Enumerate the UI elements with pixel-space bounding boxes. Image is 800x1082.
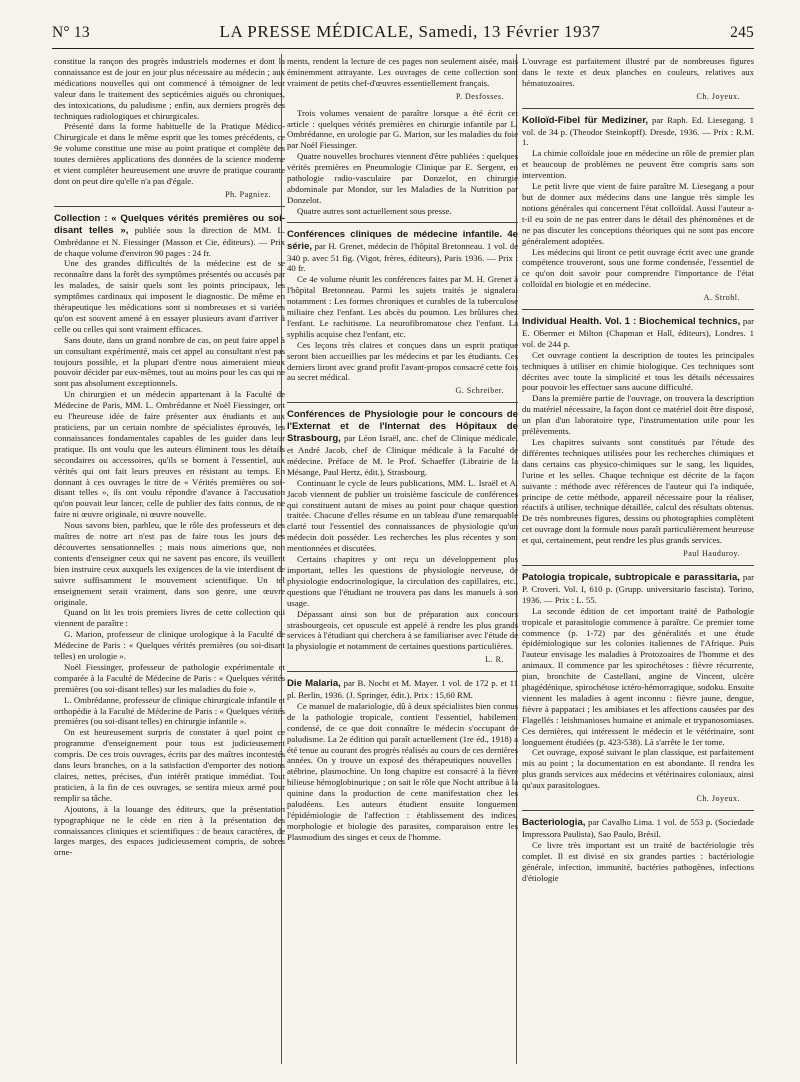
section-rule [287,671,518,672]
section-rule [54,206,285,207]
book-info: par E. Obermer et Milton (Chapman et Hall, éditeurs), Londres. 1 vol. de 244 p. [522,316,754,349]
paragraph: Quatre autres sont actuellement sous presse. [297,205,452,216]
book-title: Individual Health. Vol. 1 : Biochemical technics, [522,316,741,328]
section-rule [522,108,754,109]
paragraph: Les médecins qui liront ce petit ouvrage écrit avec une grande compétence trouveront, sous une forme condensée, l'essentiel de ce qu'on doit savoir pour comprendre l'importance de l'état colloïdal en biologie et en médecine. [522,246,754,290]
paragraph: Dépassant ainsi son but de préparation aux concours strasbourgeois, cet opuscule est appelé à rendre les plus grands services à l'étudiant qui cherchera à se familiariser avec l'étude de la physiologie et notamment de certaines questions particulières. [287,608,518,652]
author-signature: P. Desfosses. [455,91,504,101]
book-title: Patologia tropicale, subtropicale e parassitaria, [522,571,740,583]
book-title: Kolloïd-Fibel für Mediziner, [522,114,649,126]
paragraph: Trois volumes venaient de paraître lorsque a été écrit cet article : quelques vérités premières en chirurgie infantile par L. Ombrédanne, en urologie par G. Marion, sur les maladies du foie par Noël Fiessinger. [287,107,518,151]
author-signature: Ph. Pagniez. [225,189,271,199]
column-2 [287,56,518,843]
paragraph: G. Marion, professeur de clinique urologique à la Faculté de Médecine de Paris : « Quelques vérités premières (ou soi-disant telles) en urologie ». [54,629,285,662]
paragraph: Ce 4e volume réunit les conférences faites par M. H. Grenet à l'hôpital Bretonneau. Parmi les sujets traités je signalerai notamment : Les formes chroniques et curables de la tuberculose miliaire chez l'enfant. Les abcès du poumon. Les brûlures chez l'enfant. Le rachitisme. La neurofibromatose chez l'enfant. La syphilis acquise chez l'enfant, etc. [287,274,518,339]
page-number: 245 [730,24,754,41]
book-review-heading [522,115,754,149]
paragraph: Sans doute, dans un grand nombre de cas, on peut faire appel à un consultant expérimenté, mais cet appel au consultant n'est pas toujours possible, et la plupart d'entre nous aimeraient mieux pouvoir décider par eux-mêmes, tout au moins pour les cas qui ne sont pas absolument exceptionnels. [54,334,285,389]
section-rule [522,309,754,310]
paragraph: La seconde édition de cet important traité de Pathologie tropicale et parasitologie commence à paraître. Ce premier tome commence (p. 1-72) par des généralités et une étude épidémiologique sur les colonies italiennes de l'Afrique. Puis l'auteur envisage les maladies à Protozoaires de l'homme et des animaux. Il commence par les spirochétoses : fièvre récurrente, pian, bronchite de Castellani, angine de Vincent, ulcère phagédénique, spirochétose ictéro-hémorragique, sodoku. Ensuite viennent les maladies à agent inconnu : fièvre jaune, dengue, fièvre à pappataci ; les amibiases et les affections causées par des Flagellés : leishmanioses humaine et animale et trypanosomiases. Ces dernières, qui intéressent le médecin et le vétérinaire, sont longuement étudiées (p. 423-538). Là s'arrête le 1er tome. [522,605,754,747]
paragraph: Présenté dans la forme habituelle de la Pratique Médico-Chirurgicale et dans le même esprit que les tomes précédents, ce 9e volume constitue une mise au point pratique et complète des toutes dernières applications des données de la science moderne et vient compléter heureusement une œuvre de pratique courante dont on peut dire qu'elle n'a pas d'égale. [54,121,285,186]
book-info: par B. Nocht et M. Mayer. 1 vol. de 172 p. et 11 pl. Berlin, 1936. (J. Springer, édit.). Prix : 15,60 RM. [287,678,518,701]
paragraph: Le petit livre que vient de faire paraître M. Liesegang a pour but de donner aux médecins dans une langue très simple les notions générales qui concernent l'état colloïdal. Aussi l'auteur a-t-il eu soin de ne pas entrer dans le détail des phénomènes et de ne pas discuter les conceptions théoriques qui ne sont pas encore généralement adoptées. [522,181,754,246]
author-signature: A. Strohl. [703,293,740,303]
paragraph: L'ouvrage est parfaitement illustré par de nombreuses figures dans le texte et deux planches en couleurs, relatives aux hématozoaires. [522,56,754,88]
section-rule [522,810,754,811]
paragraph: Continuant le cycle de leurs publications, MM. L. Israël et A. Jacob viennent de publier un troisième fascicule de conférences qui constituent autant de mises au point pour chaque question traitée. Chacune d'elles résume en un tableau d'une remarquable clarté tout l'essentiel des connaissances de physiologie qu'un médecin doit posséder. Les recherches les plus récentes y sont mentionnées et discutées. [287,477,518,554]
paragraph: Quand on lit les trois premiers livres de cette collection qui viennent de paraître : [54,607,285,629]
book-title: Bacteriologia, [522,817,586,828]
paragraph: ments, rendent la lecture de ces pages non seulement aisée, mais éminemment attrayante. Les ouvrages de cette collection sont vraiment de petits chef-d'œuvres essentiellement français. [287,56,518,88]
book-review-heading [287,409,518,477]
book-title: Die Malaria, [287,678,341,690]
paragraph: Cet ouvrage, exposé suivant le plan classique, est parfaitement mis au point ; la documentation en est abondante. Il rendra les plus grands services aux médecins et vétérinaires coloniaux, ainsi qu'aux parasitologues. [522,747,754,791]
paragraph: Certains chapitres y ont reçu un développement plus important, telles les questions de physiologie nerveuse, de physiologie endocrinologique, la circulation des capillaires, etc., questions que l'étudiant ne trouvera pas dans les manuels à son usage. [287,554,518,608]
masthead-title: LA PRESSE MÉDICALE, Samedi, 13 Février 1937 [219,22,601,41]
book-info: par Raph. Ed. Liesegang. 1 vol. de 34 p. (Theodor Steinkopff). Dresde, 1936. — Prix : R.M. 1. [522,114,754,148]
paragraph: On est heureusement surpris de constater à quel point ce programme d'enseignement pour tous est judicieusement compris. De ces trois ouvrages, écrits par des maîtres incontestés dans leurs branches, on a la satisfaction d'emporter des notions claires, nettes, précises, d'un intérêt pratique immédiat. Tout praticien, à la fin de ces ouvrages, se sentira mieux armé pour remplir sa tâche. [54,727,285,803]
paragraph: La chimie colloïdale joue en médecine un rôle de premier plan et beaucoup de problèmes ne peuvent être compris sans son intervention. [522,148,754,181]
book-info: par Cavalho Lima. 1 vol. de 553 p. (Sociedade Impressora Paulista), Sao Paulo, Brésil. [522,817,755,839]
paragraph: Cet ouvrage contient la description de toutes les principales techniques à utiliser en chimie biologique. Ces techniques sont décrites avec toute la simplicité et tous les détails nécessaires pour pouvoir les effectuer sans aucune difficulté. [522,349,754,393]
paragraph: Les chapitres suivants sont constitués par l'étude des différentes techniques utilisées pour les recherches chimiques et dans certains cas physico-chimiques sur le sang, les liquides, l'urine et les selles. Chaque technique est décrite de la façon suivante : méthode avec références de l'auteur qui l'a indiquée, principe de cette méthode, appareil nécessaire pour la réaliser, réactifs à utiliser, technique détaillée, calcul des résultats obtenus. De très nombreuses figures, dessins ou photographies complètent cet ouvrage dont la formule nous paraît particulièrement heureuse et qui, certainement, peut rendre les plus grands services. [522,437,754,546]
paragraph: Un chirurgien et un médecin appartenant à la Faculté de Médecine de Paris, MM. L. Ombrédanne et Noël Fiessinger, ont eu l'heureuse idée de faire présenter aux étudiants et aux praticiens, par un certain nombre de spécialistes éprouvés, les connaissances fondamentales capables de les guider dans leur pratique. Ils ont voulu que les auteurs éliminent tous les détails secondaires ou accessoires, qu'ils se bornent à l'essentiel, aux vérités qui ont fait leurs preuves en résistant au temps. En donnant à ces ouvrages le titre de « Vérités premières ou soi-disant telles », ils ont voulu répondre d'avance à l'accusation qu'on pouvait leur lancer, celle de publier des faits connus, de ne faire ni œuvre originale, ni œuvre nouvelle. [54,389,285,520]
section-rule [522,565,754,566]
section-rule [287,402,518,403]
paragraph: Ces leçons très claires et conçues dans un esprit pratique seront bien accueillies par les médecins et par les étudiants. Ces derniers liront avec grand profit l'avant-propos consacré cette fois au secret médical. [287,339,518,383]
paragraph: Ajoutons, à la louange des éditeurs, que la présentation typographique ne le cède en rien à la présentation des connaissances cliniques et scientifiques : de beaux caractères, de larges marges, des espaces judicieusement compris, de sobres orne- [54,803,285,858]
book-review-heading [287,229,518,275]
paragraph: Nous savons bien, parbleu, que le rôle des professeurs et des maîtres de notre art n'est pas de faire tous les jours des découvertes sensationnelles ; mais nous aimerions que, non contents d'enseigner ceux qui ne savent pas encore, ils veuillent bien instruire ceux auxquels les exigences de la vie interdisent de suivre suffisamment le mouvement scientifique. Un tel enseignement serait vraiment, dans son genre, une œuvre originale. [54,520,285,607]
paragraph: Une des grandes difficultés de la médecine est de se reconnaître dans la forêt des symptômes présentés ou accusés par les malades, de saisir quels sont les points principaux, les symptômes cardinaux qui imposent le diagnostic. De même en thérapeutique les médications sont si nombreuses et si variées qu'on est souvent amené à en essayer plusieurs avant d'arriver à celle ou celles qui sont vraiment efficaces. [54,258,285,334]
header-rule [52,48,754,49]
book-review-heading [287,678,518,701]
page-header [52,22,754,44]
paragraph: L. Ombrédanne, professeur de clinique chirurgicale infantile et orthopédie à la Faculté de Médecine de Paris : « Quelques vérités premières (ou soi-disant telles) en chirurgie infantile ». [54,694,285,727]
book-info: publiée sous la direction de MM. L. Ombrédanne et N. Fiessinger (Masson et Cie, éditeurs). — Prix de chaque volume d'environ 90 pages : 24 fr. [54,224,285,258]
author-signature: Ch. Joyeux. [696,91,740,101]
book-title: Collection : « Quelques vérités premières ou soi-disant telles », [54,212,285,236]
book-review-heading [54,213,285,259]
paragraph: Ce livre très important est un traité de bactériologie très complet. Il est divisé en six grandes parties : bactériologie générale, infection, immunité, bactéries pathogènes, infections d'étiologie [522,839,754,883]
paragraph: Quatre nouvelles brochures viennent d'être publiées : quelques vérités premières en Pneumologie Clinique par E. Sergent, en pathologie radio-vasculaire par Donzelot, en chirurgie abdominale par Mondor, sur les Maladies de la Nutrition par Donzelot. [287,151,518,205]
author-signature: Paul Hauduroy. [683,549,740,559]
book-info: par Léon Israël, anc. chef de Clinique médicale, et André Jacob, chef de Clinique médicale à la Faculté de médecine. Préface de M. le Prof. Schaeffer (Librairie de la Mésange, Paul Hertz, édit.), Strasbourg. [287,433,518,477]
author-signature: L. R. [485,655,504,665]
issue-number: N° 13 [52,24,90,41]
paragraph: Noël Fiessinger, professeur de pathologie expérimentale et comparée à la Faculté de Médecine de Paris : « Quelques vérités premières (ou soi-disant telles) sur les maladies du foie ». [54,661,285,694]
book-title: Conférences de Physiologie pour le concours de l'Externat et de l'Internat des Hôpitaux de Strasbourg, [287,409,518,445]
book-review-heading [522,572,754,606]
book-info: par H. Grenet, médecin de l'hôpital Bretonneau. 1 vol. de 340 p. avec 51 fig. (Vigot, frères, éditeurs), Paris 1936. — Prix : 40 fr. [287,240,519,274]
paragraph: Dans la première partie de l'ouvrage, on trouvera la description du matériel nécessaire, la façon dont ce matériel doit être disposé, un plan d'un laboratoire type, l'instrumentation utile pour les prélèvements. [522,393,754,437]
column-1 [54,56,285,858]
author-signature: G. Schreiber. [455,386,504,396]
author-signature: Ch. Joyeux. [696,794,740,804]
section-rule [287,222,518,223]
book-title: Conférences cliniques de médecine infantile. 4e série, [287,228,518,252]
paragraph: constitue la rançon des progrès industriels modernes et dont la connaissance est de jour en jour plus nécessaire au médecin ; aux médications nouvelles qui ont commencé à témoigner de leur valeur dans le traitement des septicémies aiguës ou chroniques, des intoxications, du paludisme ; enfin, aux derniers progrès des techniques radiologiques et chirurgicales. [54,56,285,121]
book-review-heading [522,817,754,840]
book-info: par P. Croveri. Vol. I, 610 p. (Grupp. universitario fascista). Torino, 1936. — Prix : L. 55. [522,571,755,605]
paragraph: Ce manuel de malariologie, dû à deux spécialistes bien connus de la pathologie tropicale, contient l'essentiel, habilement condensé, de ce que doit connaître le médecin s'occupant de paludisme. La 2e édition qui paraît actuellement (1re éd., 1918) a été tenue au courant des progrès réalisés au cours de ces dernières années. On y trouve un exposé des thérapeutiques nouvelles : atébrine, plasmochine. Un long chapitre est consacré à la fièvre bilieuse hémoglobinurique ; on sait le rôle que Nocht attribue à la quinine dans la production de cette manifestation chez les paludéens. Les auteurs étudient ensuite longuement l'épidémiologie de l'affection : établissement des indices, morphologie et biologie des parasites, comparaison entre les Plasmodium des singes et ceux de l'homme. [287,700,518,842]
book-review-heading [522,316,754,350]
column-3 [522,56,754,883]
